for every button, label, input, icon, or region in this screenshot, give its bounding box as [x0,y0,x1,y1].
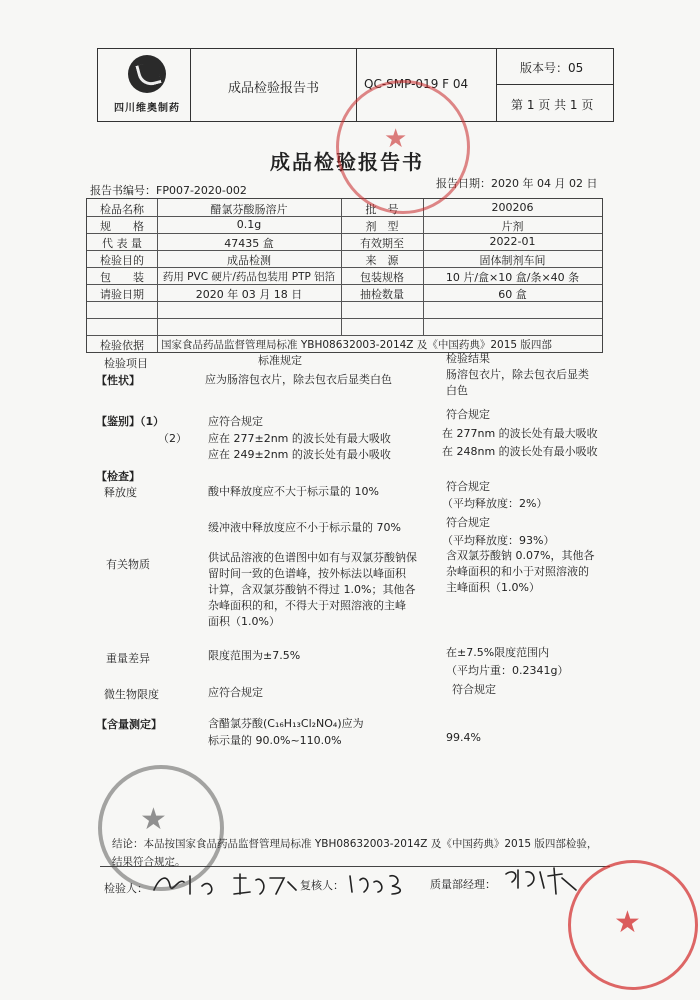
conclusion-line-1: 结论：本品按国家食品药品监督管理局标准 YBH08632003-2014Z 及《中国药典》2015 版四部检验， [112,838,598,850]
logo-emblem-icon [128,55,166,93]
ident-res-1: 符合规定 [446,408,490,421]
check-label: 【检查】 [96,470,140,483]
traits-result-1: 肠溶包衣片，除去包衣后显类 [446,368,589,381]
label-packaging: 包 装 [100,271,144,284]
label-source: 来 源 [365,254,399,267]
form-title: 成品检验报告书 [228,81,320,96]
seal-star-icon: ★ [384,124,408,154]
version-number: 版本号：05 [520,61,584,75]
value-batch: 200206 [491,201,534,214]
release-res-2: 符合规定 [446,516,490,529]
value-expiry: 2022-01 [489,235,536,248]
micro-res: 符合规定 [452,683,496,696]
value-basis: 国家食品药品监督管理局标准 YBH08632003-2014Z 及《中国药典》2015 版四部 [161,339,552,351]
related-label: 有关物质 [106,558,150,571]
conclusion-line-2: 结果符合规定。 [112,856,186,868]
label-spec: 规 格 [100,220,144,233]
value-purpose: 成品检测 [227,254,271,267]
value-product-name: 醋氯芬酸肠溶片 [210,203,288,216]
page-title: 成品检验报告书 [270,150,424,174]
micro-label: 微生物限度 [104,688,159,701]
release-res-1: 符合规定 [446,480,490,493]
reviewer-signature [346,870,416,896]
traits-result-2: 白色 [446,384,468,397]
release-res-1b: （平均释放度：2%） [442,497,548,510]
value-sample-qty: 60 盒 [498,288,527,301]
release-label: 释放度 [104,486,137,499]
release-res-2b: （平均释放度：93%） [442,534,555,547]
value-request-date: 2020 年 03 月 18 日 [195,288,303,301]
page-number: 第 1 页 共 1 页 [511,98,594,112]
label-purpose: 检验目的 [100,254,144,267]
weight-res-1: 在±7.5%限度范围内 [446,646,550,659]
assay-std-1: 含醋氯芬酸(C₁₆H₁₃Cl₂NO₄)应为 [208,717,364,730]
label-pack-spec: 包装规格 [360,271,404,284]
product-info-table [86,198,603,353]
label-expiry: 有效期至 [360,237,404,250]
qa-seal-star-icon: ★ [614,905,641,940]
ident-std-1: 应符合规定 [208,415,263,428]
traits-label: 【性状】 [96,374,140,387]
ident-res-3: 在 248nm 的波长处有最小吸收 [442,445,598,458]
assay-res: 99.4% [446,731,481,744]
weight-res-2: （平均片重：0.2341g） [446,664,569,677]
company-logo: 四川维奥制药 [106,55,186,117]
qa-manager-label: 质量部经理： [430,878,496,891]
value-packaging: 药用 PVC 硬片/药品包装用 PTP 铝箔 [162,271,336,283]
ident-res-2: 在 277nm 的波长处有最大吸收 [442,427,598,440]
label-batch: 批 号 [365,203,399,216]
col-std-header: 标准规定 [258,354,302,367]
label-request-date: 请验日期 [100,288,144,301]
doc-code: QC-SMP-019 F 04 [364,77,469,91]
label-product-name: 检品名称 [100,203,144,216]
value-spec: 0.1g [236,218,262,231]
related-res: 含双氯芬酸钠 0.07%，其他各 杂峰面积的和小于对照溶液的 主峰面积（1.0%） [446,549,595,594]
release-std-1: 酸中释放度应不大于标示量的 10% [208,485,379,498]
assay-label: 【含量测定】 [96,718,162,731]
weight-label: 重量差异 [106,652,150,665]
qa-signature [500,864,580,900]
release-std-2: 缓冲液中释放度应不小于标示量的 70% [208,521,401,534]
report-number: 报告书编号：FP007-2020-002 [90,184,247,197]
col-result-header: 检验结果 [446,352,490,365]
label-dosage-form: 剂 型 [365,220,399,233]
col-item-header: 检验项目 [104,357,148,370]
ident-std-3: 应在 249±2nm 的波长处有最小吸收 [208,448,391,461]
label-quantity: 代 表 量 [102,237,142,250]
micro-std: 应符合规定 [208,686,263,699]
assay-std-2: 标示量的 90.0%~110.0% [208,734,342,747]
label-sample-qty: 抽检数量 [360,288,404,301]
inspector-label: 检验人： [104,882,148,895]
related-std: 供试品溶液的色谱图中如有与双氯芬酸钠保 留时间一致的色谱峰，按外标法以峰面积 计算，含双氯芬酸钠不得过 1.0%；其他各 杂峰面积的和，不得大于对照溶液的主峰 面积（1.0%） [208,551,417,628]
weight-std: 限度范围为±7.5% [208,649,301,662]
value-source: 固体制剂车间 [479,254,546,267]
ident-label: 【鉴别】（1） [96,415,165,428]
value-quantity: 47435 盒 [224,237,274,250]
value-dosage-form: 片剂 [501,220,524,233]
seal-star-gray-icon: ★ [140,802,167,837]
reviewer-label: 复核人： [300,879,344,892]
value-pack-spec: 10 片/盒×10 盒/条×40 条 [445,271,580,284]
label-basis: 检验依据 [100,339,144,352]
traits-std: 应为肠溶包衣片，除去包衣后显类白色 [205,373,392,386]
ident-std-2: 应在 277±2nm 的波长处有最大吸收 [208,432,391,445]
report-date: 报告日期：2020 年 04 月 02 日 [436,177,598,190]
ident-2-label: （2） [158,432,187,445]
